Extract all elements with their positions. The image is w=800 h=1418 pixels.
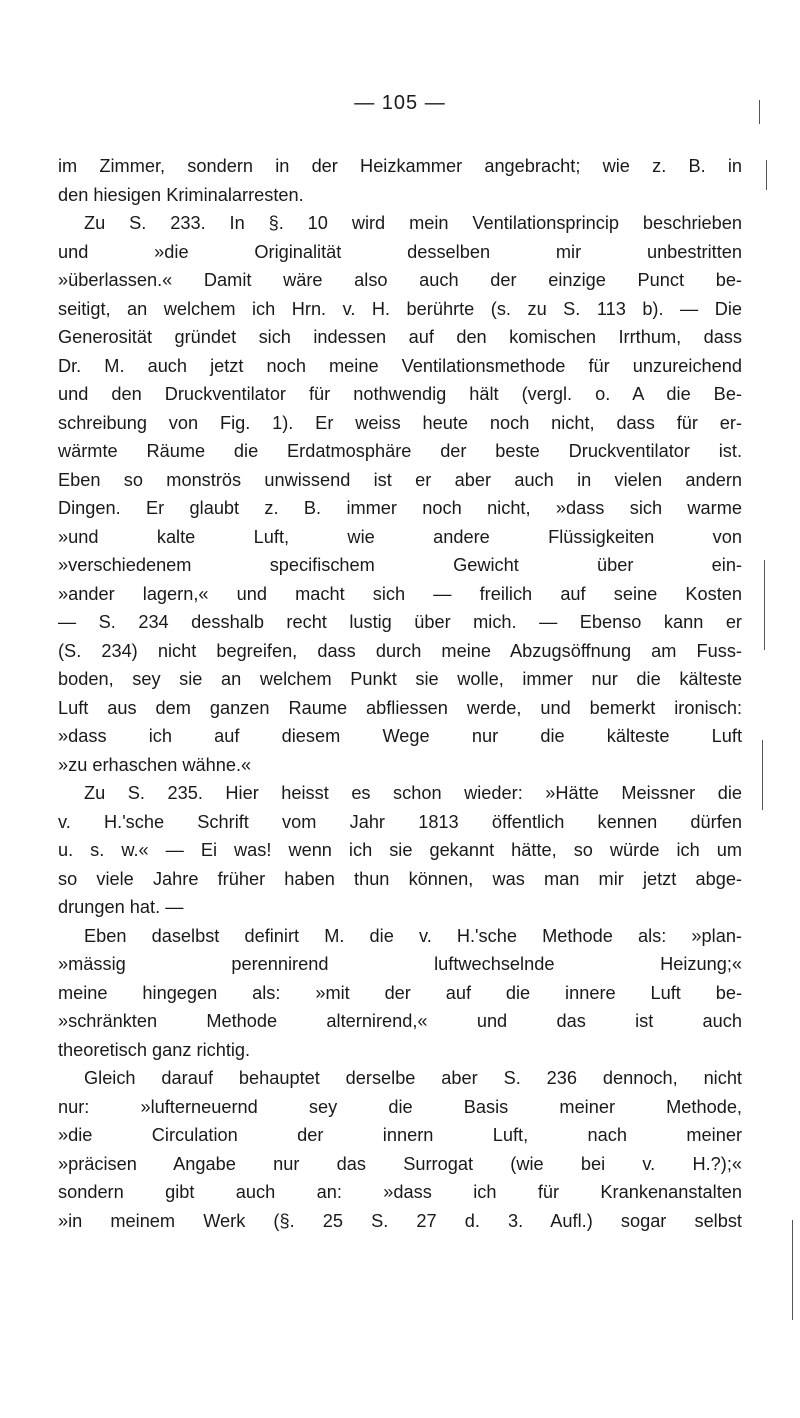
text-line: seitigt, an welchem ich Hrn. v. H. berührte (s. zu S. 113 b). — Die bbox=[58, 298, 742, 319]
text-line: boden, sey sie an welchem Punkt sie wolle, immer nur die kälteste bbox=[58, 669, 742, 689]
text-line: und den Druckventilator für nothwendig hält (vergl. o. A die Be- bbox=[58, 384, 742, 404]
text-line: »verschiedenem specifischem Gewicht über ein- bbox=[58, 555, 742, 575]
text-line: v. H.'sche Schrift vom Jahr 1813 öffentlich kennen dürfen bbox=[58, 811, 742, 832]
text-line: »die Circulation der innern Luft, nach meiner bbox=[58, 1125, 742, 1145]
page-number-header: — 105 — bbox=[354, 92, 446, 114]
text-line: Dr. M. auch jetzt noch meine Ventilationsmethode für unzureichend bbox=[58, 355, 742, 376]
text-line: theoretisch ganz richtig. bbox=[58, 1039, 251, 1060]
scan-edge-mark bbox=[764, 560, 765, 650]
text-line: »in meinem Werk (§. 25 S. 27 d. 3. Aufl.) sogar selbst bbox=[58, 1210, 742, 1231]
scan-edge-mark bbox=[766, 160, 767, 190]
text-line: u. s. w.« — Ei was! wenn ich sie gekannt hätte, so würde ich um bbox=[58, 840, 742, 860]
text-line: nur: »lufterneuernd sey die Basis meiner Methode, bbox=[58, 1096, 742, 1117]
text-line: »präcisen Angabe nur das Surrogat (wie bei v. H.?);« bbox=[58, 1153, 742, 1174]
scan-edge-mark bbox=[792, 1220, 793, 1320]
text-line: schreibung von Fig. 1). Er weiss heute noch nicht, dass für er- bbox=[58, 412, 742, 433]
text-line: und »die Originalität desselben mir unbestritten bbox=[58, 241, 742, 262]
text-line: — S. 234 desshalb recht lustig über mich. — Ebenso kann er bbox=[58, 612, 742, 632]
text-line: Gleich darauf behauptet derselbe aber S. 236 dennoch, nicht bbox=[84, 1068, 742, 1088]
text-line: Dingen. Er glaubt z. B. immer noch nicht, »dass sich warme bbox=[58, 498, 742, 518]
text-line: Zu S. 233. In §. 10 wird mein Ventilationsprincip beschrieben bbox=[84, 213, 742, 233]
text-line: wärmte Räume die Erdatmosphäre der beste Druckventilator ist. bbox=[58, 441, 742, 461]
body-text bbox=[58, 152, 742, 1235]
text-line: »dass ich auf diesem Wege nur die kälteste Luft bbox=[58, 726, 742, 746]
text-line: »zu erhaschen wähne.« bbox=[58, 754, 252, 775]
text-line: »überlassen.« Damit wäre also auch der einzige Punct be- bbox=[58, 270, 742, 290]
text-line: (S. 234) nicht begreifen, dass durch meine Abzugsöffnung am Fuss- bbox=[58, 640, 742, 661]
text-line: »mässig perennirend luftwechselnde Heizung;« bbox=[58, 954, 742, 974]
text-line: Eben so monströs unwissend ist er aber auch in vielen andern bbox=[58, 469, 742, 490]
text-line: drungen hat. — bbox=[58, 897, 184, 917]
text-line: sondern gibt auch an: »dass ich für Krankenanstalten bbox=[58, 1182, 742, 1202]
text-line: Generosität gründet sich indessen auf den komischen Irrthum, dass bbox=[58, 327, 742, 347]
text-line: so viele Jahre früher haben thun können, was man mir jetzt abge- bbox=[58, 868, 742, 889]
text-line: meine hingegen als: »mit der auf die innere Luft be- bbox=[58, 982, 742, 1003]
scan-edge-mark bbox=[759, 100, 760, 124]
text-line: Zu S. 235. Hier heisst es schon wieder: »Hätte Meissner die bbox=[84, 783, 742, 803]
text-line: Luft aus dem ganzen Raume abfliessen werde, und bemerkt ironisch: bbox=[58, 697, 742, 718]
text-line: »ander lagern,« und macht sich — freilich auf seine Kosten bbox=[58, 583, 742, 604]
text-line: den hiesigen Kriminalarresten. bbox=[58, 184, 304, 205]
text-line: im Zimmer, sondern in der Heizkammer angebracht; wie z. B. in bbox=[58, 156, 742, 176]
scan-edge-mark bbox=[762, 740, 763, 810]
text-line: »und kalte Luft, wie andere Flüssigkeiten von bbox=[58, 526, 742, 547]
text-line: Eben daselbst definirt M. die v. H.'sche Methode als: »plan- bbox=[84, 925, 742, 946]
text-line: »schränkten Methode alternirend,« und das ist auch bbox=[58, 1011, 742, 1031]
